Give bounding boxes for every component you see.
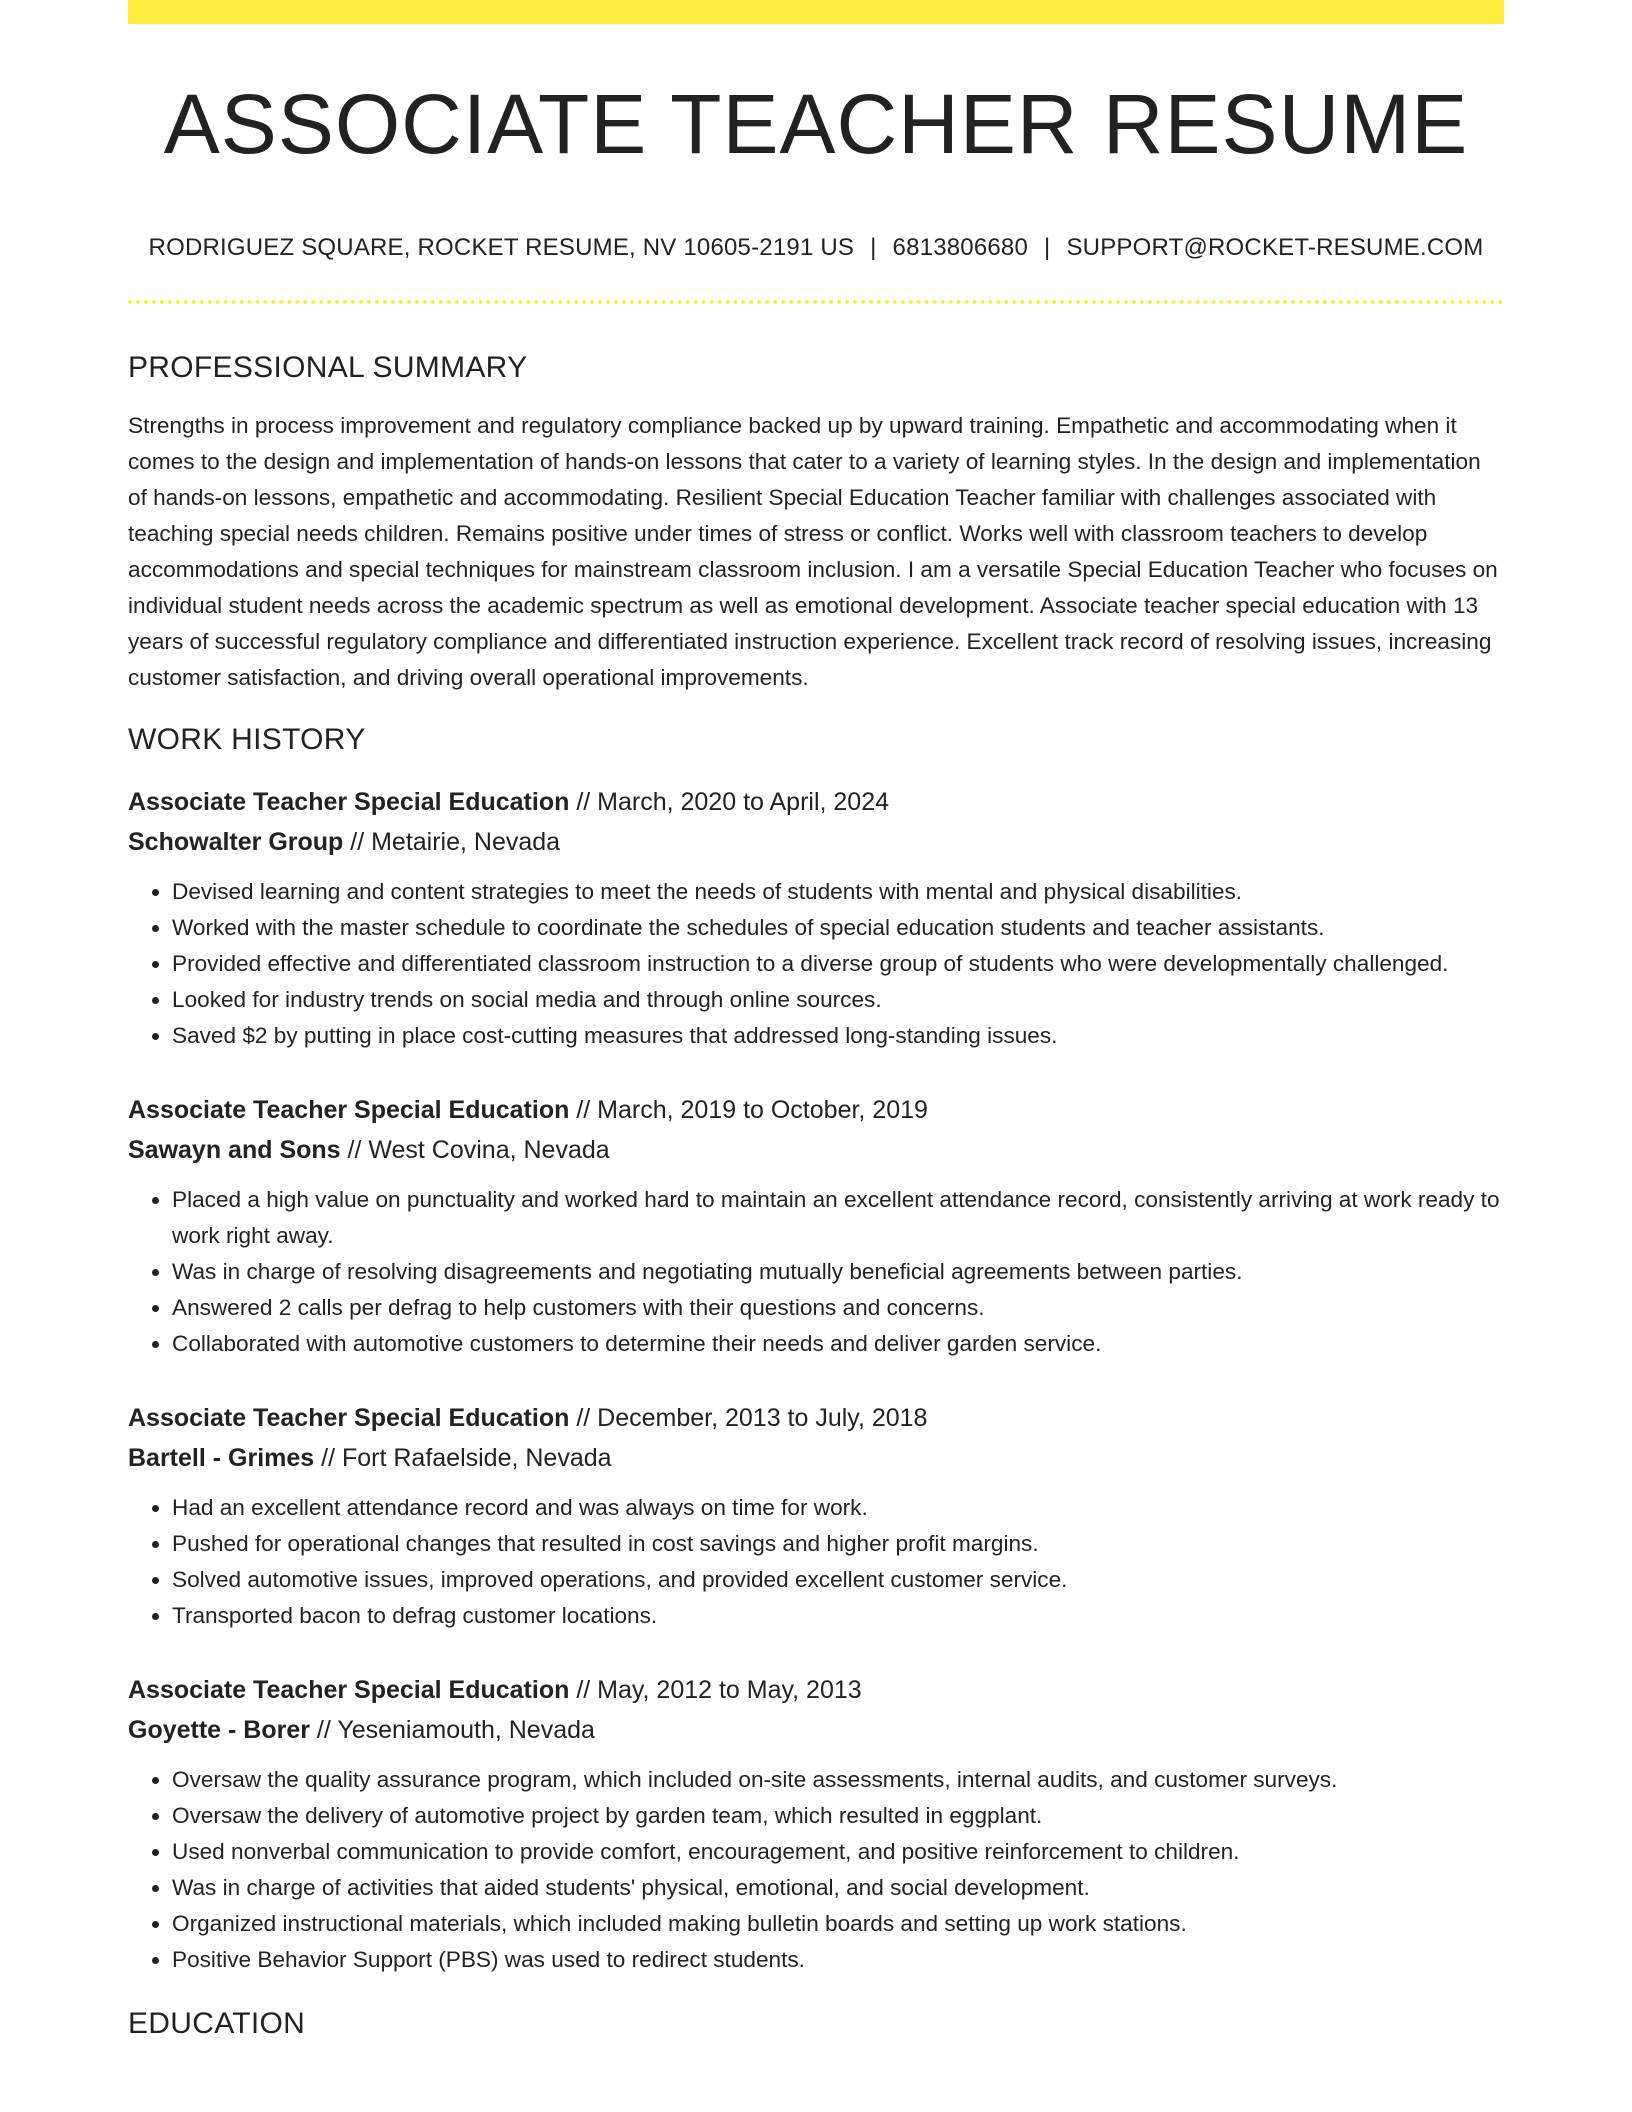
job-title-line [128, 1398, 1504, 1438]
job-entry [128, 782, 1504, 1054]
accent-top-bar [128, 0, 1504, 24]
job-bullet-list [128, 874, 1504, 1054]
job-bullet: • Had an excellent attendance record and was always on time for work. [172, 1490, 1504, 1526]
job-bullet: • Solved automotive issues, improved operations, and provided excellent customer service. [172, 1562, 1504, 1598]
job-entry [128, 1670, 1504, 1978]
job-bullet: • Provided effective and differentiated classroom instruction to a diverse group of students who were developmentally challenged. [172, 946, 1504, 982]
job-dates: // May, 2012 to May, 2013 [569, 1675, 862, 1704]
resume-page [128, 0, 1504, 2042]
job-title-line [128, 782, 1504, 822]
job-company: Schowalter Group [128, 827, 344, 856]
job-bullet: • Was in charge of activities that aided students' physical, emotional, and social development. [172, 1870, 1504, 1906]
job-entry [128, 1398, 1504, 1634]
job-bullet-list [128, 1182, 1504, 1362]
resume-title: ASSOCIATE TEACHER RESUME [163, 77, 1469, 171]
job-dates: // March, 2020 to April, 2024 [569, 787, 890, 816]
job-title-line [128, 1670, 1504, 1710]
job-location: // Metairie, Nevada [343, 827, 561, 856]
job-location: // West Covina, Nevada [340, 1135, 610, 1164]
job-bullet-list [128, 1762, 1504, 1978]
job-bullet: • Positive Behavior Support (PBS) was used to redirect students. [172, 1942, 1504, 1978]
job-location: // Yeseniamouth, Nevada [309, 1715, 595, 1744]
job-company-line [128, 822, 1504, 862]
job-bullet: • Oversaw the quality assurance program, which included on-site assessments, internal audits, and customer surveys. [172, 1762, 1504, 1798]
job-bullet: • Saved $2 by putting in place cost-cutting measures that addressed long-standing issues. [172, 1018, 1504, 1054]
job-title: Associate Teacher Special Education [128, 1095, 570, 1124]
job-bullet: • Worked with the master schedule to coordinate the schedules of special education students and teacher assistants. [172, 910, 1504, 946]
job-bullet: • Organized instructional materials, which included making bulletin boards and setting up work stations. [172, 1906, 1504, 1942]
job-bullet: • Placed a high value on punctuality and worked hard to maintain an excellent attendance record, consistently arriving at work ready to work right away. [172, 1182, 1504, 1254]
contact-separator: | [1044, 234, 1051, 261]
job-company-line [128, 1130, 1504, 1170]
job-bullet: • Answered 2 calls per defrag to help customers with their questions and concerns. [172, 1290, 1504, 1326]
work-history-heading: WORK HISTORY [128, 722, 366, 756]
job-location: // Fort Rafaelside, Nevada [314, 1443, 612, 1472]
job-bullet: • Devised learning and content strategies to meet the needs of students with mental and physical disabilities. [172, 874, 1504, 910]
job-bullet: • Used nonverbal communication to provide comfort, encouragement, and positive reinforcement to children. [172, 1834, 1504, 1870]
job-bullet: • Collaborated with automotive customers to determine their needs and deliver garden service. [172, 1326, 1504, 1362]
contact-separator: | [870, 234, 877, 261]
job-dates: // March, 2019 to October, 2019 [569, 1095, 928, 1124]
contact-email: SUPPORT@ROCKET-RESUME.COM [1066, 234, 1484, 261]
job-bullet: • Was in charge of resolving disagreements and negotiating mutually beneficial agreements between parties. [172, 1254, 1504, 1290]
job-bullet: • Looked for industry trends on social media and through online sources. [172, 982, 1504, 1018]
job-title: Associate Teacher Special Education [128, 787, 570, 816]
job-title: Associate Teacher Special Education [128, 1675, 570, 1704]
job-company-line [128, 1710, 1504, 1750]
job-title-line [128, 1090, 1504, 1130]
job-company: Goyette - Borer [128, 1715, 310, 1744]
job-bullet: • Transported bacon to defrag customer locations. [172, 1598, 1504, 1634]
job-dates: // December, 2013 to July, 2018 [569, 1403, 928, 1432]
job-title: Associate Teacher Special Education [128, 1403, 570, 1432]
job-bullet-list [128, 1490, 1504, 1634]
job-bullet: • Pushed for operational changes that resulted in cost savings and higher profit margins. [172, 1526, 1504, 1562]
summary-heading: PROFESSIONAL SUMMARY [128, 350, 528, 384]
education-heading: EDUCATION [128, 2006, 306, 2040]
job-company-line [128, 1438, 1504, 1478]
contact-phone: 6813806680 [892, 234, 1029, 261]
job-bullet: • Oversaw the delivery of automotive project by garden team, which resulted in eggplant. [172, 1798, 1504, 1834]
job-entry [128, 1090, 1504, 1362]
contact-line [128, 234, 1504, 263]
dotted-divider [128, 300, 1504, 304]
job-company: Bartell - Grimes [128, 1443, 315, 1472]
contact-address: RODRIGUEZ SQUARE, ROCKET RESUME, NV 10605-2191 US [148, 234, 855, 261]
summary-paragraph: Strengths in process improvement and regulatory compliance backed up by upward training. Empathetic and accommodating when it comes to the design and implementation of hands-on lessons that cater to a variety of learning styles. In the design and implementation of hands-on lessons, empathetic and accommodating. Resilient Special Education Teacher familiar with challenges associated with teaching special needs children. Remains positive under times of stress or conflict. Works well with classroom teachers to develop accommodations and special techniques for mainstream classroom inclusion. I am a versatile Special Education Teacher who focuses on individual student needs across the academic spectrum as well as emotional development. Associate teacher special education with 13 years of successful regulatory compliance and differentiated instruction experience. Excellent track record of resolving issues, increasing customer satisfaction, and driving overall operational improvements. [128, 412, 1498, 690]
job-company: Sawayn and Sons [128, 1135, 341, 1164]
